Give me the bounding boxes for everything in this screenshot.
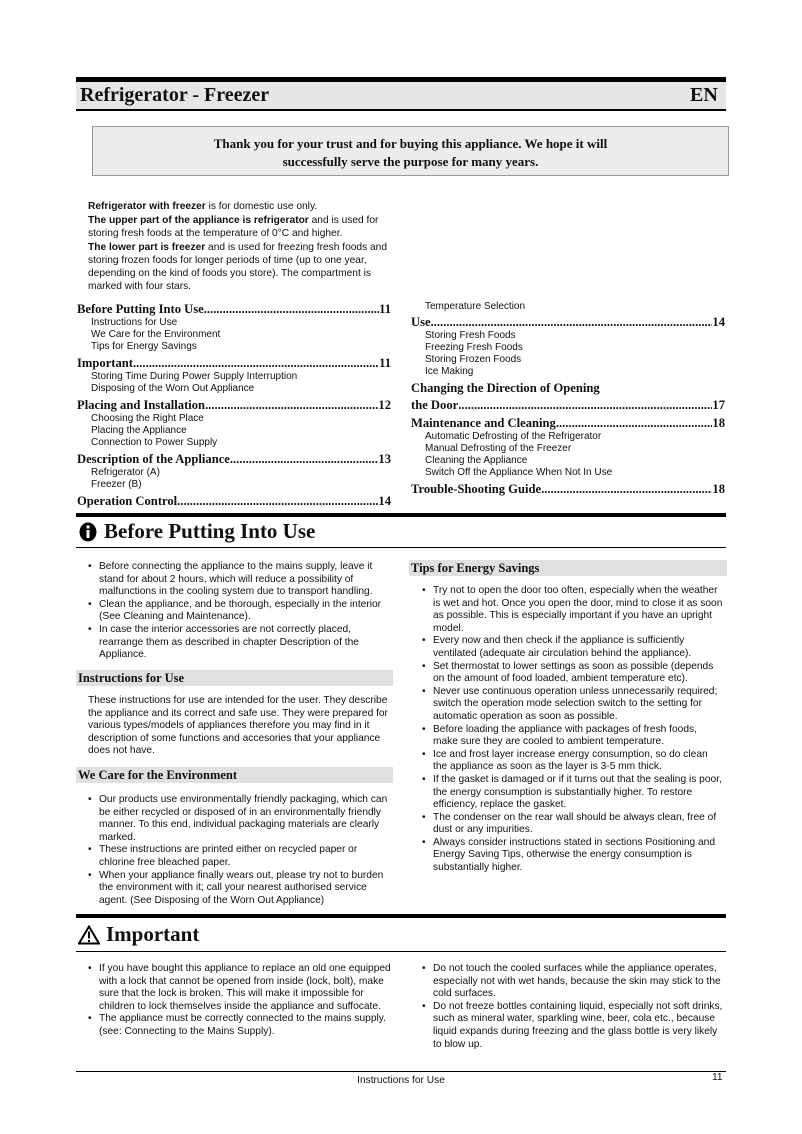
toc-entry-maintenance[interactable]: Maintenance and Cleaning ..... 18	[411, 416, 725, 431]
info-icon	[78, 521, 98, 543]
toc-entry-operation[interactable]: Operation Control ..... 14	[77, 494, 391, 509]
toc-sub[interactable]: Instructions for Use	[91, 317, 178, 328]
list-item: • In case the interior accessories are not correctly placed, rearrange them as described in chapter Description of the Appliance.	[87, 624, 393, 662]
list-item: • Before connecting the appliance to the mains supply, leave it stand for about 2 hours, which will reduce a possibility of malfunctions in the cooling system due to transport handling.	[87, 561, 393, 599]
toc-entry-placing[interactable]: Placing and Installation ..... 12	[77, 398, 391, 413]
section-rule	[76, 513, 726, 517]
toc-sub[interactable]: Choosing the Right Place	[91, 413, 204, 424]
footer-rule	[76, 1071, 726, 1072]
page-title: Refrigerator - Freezer	[80, 84, 270, 106]
toc-entry-description[interactable]: Description of the Appliance ..... 13	[77, 452, 391, 467]
toc-left	[77, 302, 391, 509]
subheading-environment: We Care for the Environment	[76, 767, 393, 783]
toc-sub[interactable]: Cleaning the Appliance	[425, 455, 528, 466]
list-item: • Try not to open the door too often, especially when the weather is wet and hot. Once you open the door, mind to close it as soon as possible. This is especially important if you have an upright model.	[421, 585, 723, 635]
toc-sub[interactable]: Storing Fresh Foods	[425, 330, 516, 341]
toc-sub[interactable]: Storing Time During Power Supply Interruption	[91, 371, 298, 382]
list-item: • Before loading the appliance with packages of fresh foods, make sure they are cooled to ambient temperature.	[421, 724, 723, 749]
list-item: • Clean the appliance, and be thorough, especially in the interior (See Cleaning and Maintenance).	[87, 599, 393, 624]
list-item: • Do not freeze bottles containing liquid, especially not soft drinks, such as mineral water, sparkling wine, beer, cola etc., because liquid expands during freezing and the glass bottle is very likely to blow up.	[421, 1001, 723, 1051]
section-underline	[76, 547, 726, 548]
list-item: • The appliance must be correctly connected to the mains supply. (see: Connecting to the Mains Supply).	[87, 1013, 393, 1038]
toc-sub[interactable]: Manual Defrosting of the Freezer	[425, 443, 572, 454]
toc-entry-important[interactable]: Important ..... 11	[77, 356, 391, 371]
toc-sub[interactable]: Automatic Defrosting of the Refrigerator	[425, 431, 602, 442]
toc-entry-troubleshooting[interactable]: Trouble-Shooting Guide ..... 18	[411, 482, 725, 497]
intro-paragraph-2: The upper part of the appliance is refrigerator and is used for storing fresh foods at the temperature of 0°C and higher.	[88, 215, 379, 239]
list-item: • If the gasket is damaged or if it turns out that the sealing is poor, the energy consumption is substantially higher. To restore efficiency, replace the gasket.	[421, 774, 723, 812]
toc-sub[interactable]: Disposing of the Worn Out Appliance	[91, 383, 255, 394]
footer-text: Instructions for Use	[357, 1075, 445, 1086]
environment-bullets	[87, 794, 391, 907]
thank-you-box	[92, 126, 729, 176]
thank-you-line-2: successfully serve the purpose for many years.	[282, 154, 539, 169]
toc-sub[interactable]: Placing the Appliance	[91, 425, 187, 436]
list-item: • Our products use environmentally friendly packaging, which can be either recycled or disposed of in an environmentally friendly manner. To this end, individual packaging materials are clearly marked.	[87, 794, 391, 844]
list-item: • Set thermostat to lower settings as soon as possible (depends on the amount of food loaded, ambient temperature etc).	[421, 661, 723, 686]
list-item: • Do not touch the cooled surfaces while the appliance operates, especially not with wet hands, because the skin may stick to the cold surfaces.	[421, 963, 723, 1001]
toc-sub[interactable]: Temperature Selection	[425, 301, 526, 312]
toc-sub[interactable]: Freezing Fresh Foods	[425, 342, 523, 353]
important-left-bullets	[87, 963, 393, 1039]
toc-right	[411, 301, 725, 497]
toc-entry-door[interactable]: the Door ..... 17	[411, 398, 725, 413]
intro-text	[88, 200, 388, 294]
toc-sub[interactable]: Tips for Energy Savings	[91, 341, 197, 352]
list-item: • These instructions are printed either on recycled paper or chlorine free bleached paper.	[87, 844, 391, 869]
list-item: • Ice and frost layer increase energy consumption, so do clean the appliance as soon as the layer is 3-5 mm thick.	[421, 749, 723, 774]
important-right-bullets	[421, 963, 723, 1051]
subheading-energy-tips: Tips for Energy Savings	[409, 560, 727, 576]
intro-paragraph-1: Refrigerator with freezer is for domestic use only.	[88, 201, 318, 212]
toc-sub[interactable]: Ice Making	[425, 366, 474, 377]
toc-entry-door-line1[interactable]: Changing the Direction of Opening	[411, 381, 600, 395]
toc-sub[interactable]: Switch Off the Appliance When Not In Use	[425, 467, 613, 478]
toc-sub[interactable]: Refrigerator (A)	[91, 467, 160, 478]
energy-tips-bullets	[421, 585, 723, 875]
thank-you-line-1: Thank you for your trust and for buying this appliance. We hope it will	[213, 136, 608, 151]
intro-paragraph-3: The lower part is freezer and is used for freezing fresh foods and storing frozen foods for longer periods of time (up to one year, depending on the kind of foods you store). The compartment is marked with four stars.	[88, 242, 387, 292]
list-item: • Never use continuous operation unless unnecessarily required; switch the operation mode selection switch to the setting for automatic operation as soon as possible.	[421, 686, 723, 724]
before-use-bullets	[87, 561, 393, 662]
list-item: • When your appliance finally wears out, please try not to burden the environment with it; call your nearest authorised service agent. (See Disposing of the Worn Out Appliance)	[87, 870, 391, 908]
warning-icon	[78, 925, 100, 945]
section-underline	[76, 951, 726, 952]
toc-sub[interactable]: Storing Frozen Foods	[425, 354, 522, 365]
toc-sub[interactable]: Connection to Power Supply	[91, 437, 218, 448]
list-item: • The condenser on the rear wall should be always clean, free of dust or any impurities.	[421, 812, 723, 837]
toc-sub[interactable]: We Care for the Environment	[91, 329, 221, 340]
language-code: EN	[690, 84, 718, 106]
section-title-before-use: Before Putting Into Use	[78, 519, 315, 544]
section-rule	[76, 914, 726, 918]
section-title-important: Important	[78, 922, 199, 947]
instructions-text: These instructions for use are intended for the user. They describe the appliance and its correct and safe use. They were prepared for various types/models of appliances therefore you may find in it description of some functions and accesories that your appliance does not have.	[88, 695, 388, 757]
page-number: 11	[712, 1072, 723, 1083]
subheading-instructions: Instructions for Use	[76, 670, 393, 686]
toc-entry-before-use[interactable]: Before Putting Into Use ..... 11	[77, 302, 391, 317]
list-item: • Always consider instructions stated in sections Positioning and Energy Saving Tips, otherwise the energy consumption is substantially higher.	[421, 837, 723, 875]
toc-sub[interactable]: Freezer (B)	[91, 479, 142, 490]
list-item: • If you have bought this appliance to replace an old one equipped with a lock that cannot be opened from inside (lock, bolt), make sure that the lock is broken. This will make it impossible for children to lock themselves inside the appliance and suffocate.	[87, 963, 393, 1013]
toc-entry-use[interactable]: Use ..... 14	[411, 315, 725, 330]
list-item: • Every now and then check if the appliance is sufficiently ventilated (adequate air circulation behind the appliance).	[421, 635, 723, 660]
